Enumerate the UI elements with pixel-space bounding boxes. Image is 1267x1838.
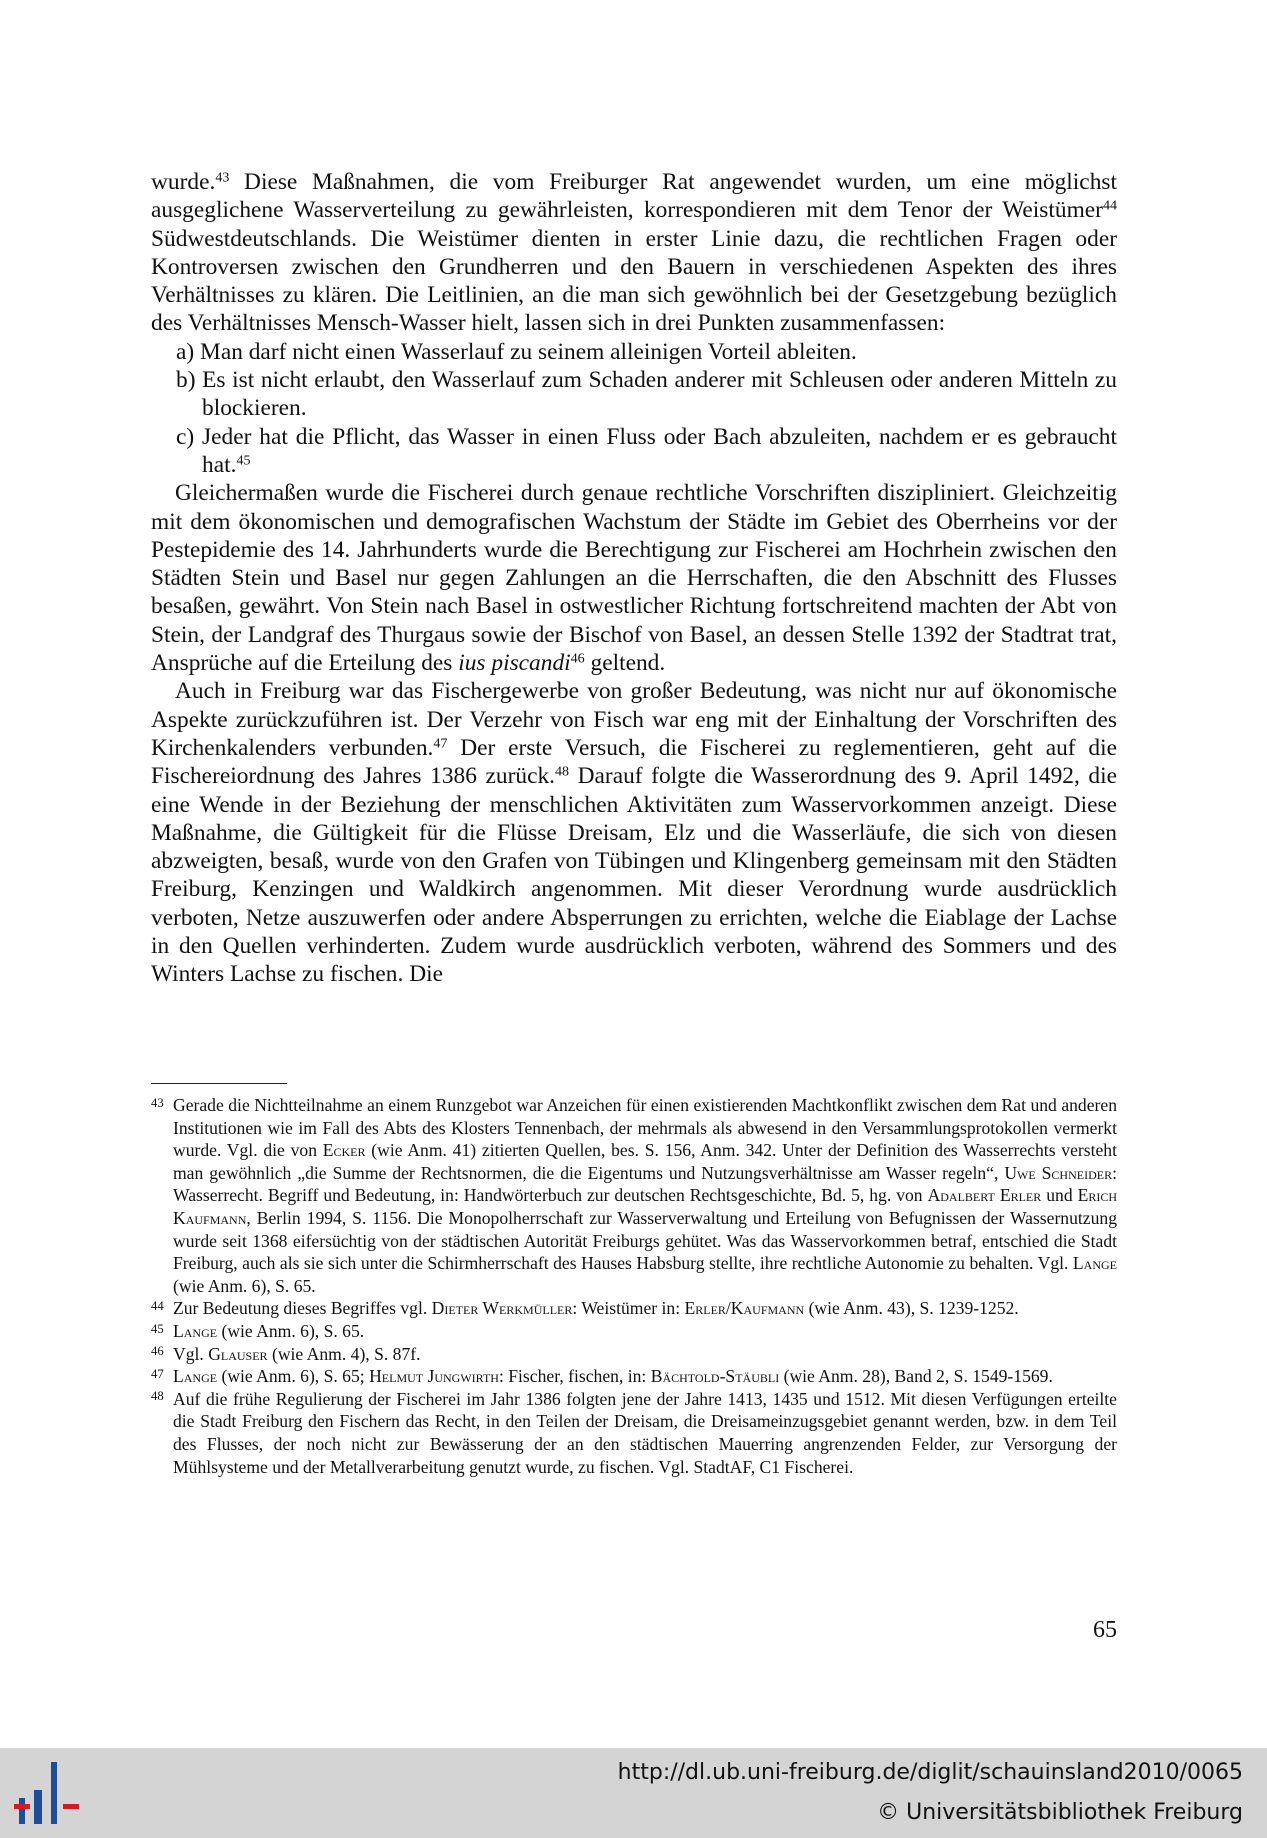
source-url[interactable] <box>618 1760 1243 1785</box>
latin-term: ius piscandi <box>458 650 571 677</box>
footer-bar <box>0 1748 1267 1838</box>
footnote: 47 Lange (wie Anm. 6), S. 65; Helmut Jungwirth: Fischer, fischen, in: Bächtold-Stäubli (wie Anm. 28), Band 2, S. 1549-1569. <box>151 1366 1053 1387</box>
footnote-ref: 48 <box>555 763 570 780</box>
page-number: 65 <box>1093 1617 1117 1643</box>
footnote: 44 Zur Bedeutung dieses Begriffes vgl. Dieter Werkmüller: Weistümer in: Erler/Kaufmann (wie Anm. 43), S. 1239-1252. <box>151 1298 1019 1319</box>
source-link[interactable]: http://dl.ub.uni-freiburg.de/diglit/schauinsland2010/0065 <box>617 1760 1243 1785</box>
footnote: 46 Vgl. Glauser (wie Anm. 4), S. 87f. <box>151 1343 421 1364</box>
main-text <box>151 168 1117 989</box>
paragraph: Gleichermaßen wurde die Fischerei durch genaue rechtliche Vorschriften diszipliniert. Gleichzeitig mit dem ökonomischen und demografischen Wachstum der Städte im Gebiet des Oberrheins vor der Pestepidemie des 14. Jahrhunderts wurde die Berechtigung zur Fischerei am Hochrhein zwischen den Städten Stein und Basel nur gegen Zahlungen an die Herrschaften, die den Abschnitt des Flusses besaßen, gewährt. Von Stein nach Basel in ostwestlicher Richtung fortschreitend machten der Abt von Stein, der Landgraf des Thurgaus sowie der Bischof von Basel, an dessen Stelle 1392 der Stadtrat trat, Ansprüche auf die Erteilung des ius piscandi$^{46}$ geltend. <box>151 480 1117 677</box>
footnote-ref: 44 <box>1102 197 1117 214</box>
ub-freiburg-logo-icon[interactable] <box>14 1760 80 1826</box>
footnote-ref: 47 <box>433 735 448 752</box>
list-item: a) Man darf nicht einen Wasserlauf zu seinem alleinigen Vorteil ableiten. <box>176 338 857 365</box>
footnote-divider <box>151 1083 287 1084</box>
footnote-ref: 45 <box>236 452 251 469</box>
footnote: 45 Lange (wie Anm. 6), S. 65. <box>151 1320 365 1341</box>
footnotes <box>151 1094 1117 1478</box>
footnote-ref: 46 <box>570 650 585 667</box>
footnote-ref: 43 <box>215 169 230 186</box>
copyright-notice: © Universitätsbibliothek Freiburg <box>877 1800 1243 1825</box>
list-item: b) Es ist nicht erlaubt, den Wasserlauf zum Schaden anderer mit Schleusen oder anderen Mitteln zu blockieren. <box>176 367 1117 422</box>
paragraph: wurde.$^{43}$ Diese Maßnahmen, die vom Freiburger Rat angewendet wurden, um eine möglichst ausgeglichene Wasserverteilung zu gewährleisten, korrespondieren mit dem Tenor der Weistümer$^{44}$ Südwestdeutschlands. Die Weistümer dienten in erster Linie dazu, die rechtlichen Fragen oder Kontroversen zwischen den Grundherren und den Bauern in verschiedenen Aspekten des ihres Verhältnisses zu klären. Die Leitlinien, an die man sich gewöhnlich bei der Gesetzgebung bezüglich des Verhältnisses Mensch-Wasser hielt, lassen sich in drei Punkten zusammenfassen: <box>151 169 1117 337</box>
list-item: c) Jeder hat die Pflicht, das Wasser in einen Fluss oder Bach abzuleiten, nachdem er es gebraucht hat.$^{45}$ <box>176 423 1117 478</box>
footnote: 48 Auf die frühe Regulierung der Fischerei im Jahr 1386 folgten jene der Jahre 1413, 1435 und 1512. Mit diesen Verfügungen erteilte die Stadt Freiburg den Fischern das Recht, in den Teilen der Dreisam, die Dreisameinzugsgebiet genannt werden, bzw. in dem Teil des Flusses, der noch nicht zur Bewässerung der an den städtischen Mauerring angrenzenden Felder, zur Versorgung der Mühlsysteme und der Metallverarbeitung genutzt wurde, zu fischen. Vgl. StadtAF, C1 Fischerei. <box>151 1388 1117 1477</box>
paragraph: Auch in Freiburg war das Fischergewerbe von großer Bedeutung, was nicht nur auf ökonomische Aspekte zurückzuführen ist. Der Verzehr von Fisch war eng mit der Einhaltung der Vorschriften des Kirchenkalenders verbunden.$^{47}$ Der erste Versuch, die Fischerei zu reglementieren, geht auf die Fischereiordnung des Jahres 1386 zurück.$^{48}$ Darauf folgte die Wasserordnung des 9. April 1492, die eine Wende in der Beziehung der menschlichen Aktivitäten zum Wasservorkommen anzeigt. Diese Maßnahme, die Gültigkeit für die Flüsse Dreisam, Elz und die Wasserläufe, die sich von diesen abzweigten, besaß, wurde von den Grafen von Tübingen und Klingenberg gemeinsam mit den Städten Freiburg, Kenzingen und Waldkirch angenommen. Mit dieser Verordnung wurde ausdrücklich verboten, Netze auszuwerfen oder andere Absperrungen zu errichten, welche die Eiablage der Lachse in den Quellen verhinderten. Zudem wurde ausdrücklich verboten, während des Sommers und des Winters Lachse zu fischen. Die <box>151 678 1117 988</box>
footnote: 43 Gerade die Nichtteilnahme an einem Runzgebot war Anzeichen für einen existierenden Machtkonflikt zwischen dem Rat und anderen Institutionen wie im Fall des Abts des Klosters Tennenbach, der mehrmals als abwesend in den Versammlungsprotokollen vermerkt wurde. Vgl. die von Ecker (wie Anm. 41) zitierten Quellen, bes. S. 156, Anm. 342. Unter der Definition des Wasserrechts versteht man gewöhnlich „die Summe der Rechtsnormen, die die Eigentums und Nutzungsverhältnisse am Wasser regeln“, Uwe Schneider: Wasserrecht. Begriff und Bedeutung, in: Handwörterbuch zur deutschen Rechtsgeschichte, Bd. 5, hg. von Adalbert Erler und Erich Kaufmann, Berlin 1994, S. 1156. Die Monopolherrschaft zur Wasserverwaltung und Erteilung von Befugnissen der Wassernutzung wurde seit 1368 eifersüchtig von der städtischen Autorität Freiburgs gehütet. Was das Wasservorkommen betraf, entschied die Stadt Freiburg, auch als sie sich unter die Schirmherrschaft des Hauses Habsburg stellte, ihre rechtliche Autonomie zu behalten. Vgl. Lange (wie Anm. 6), S. 65. <box>151 1095 1117 1296</box>
